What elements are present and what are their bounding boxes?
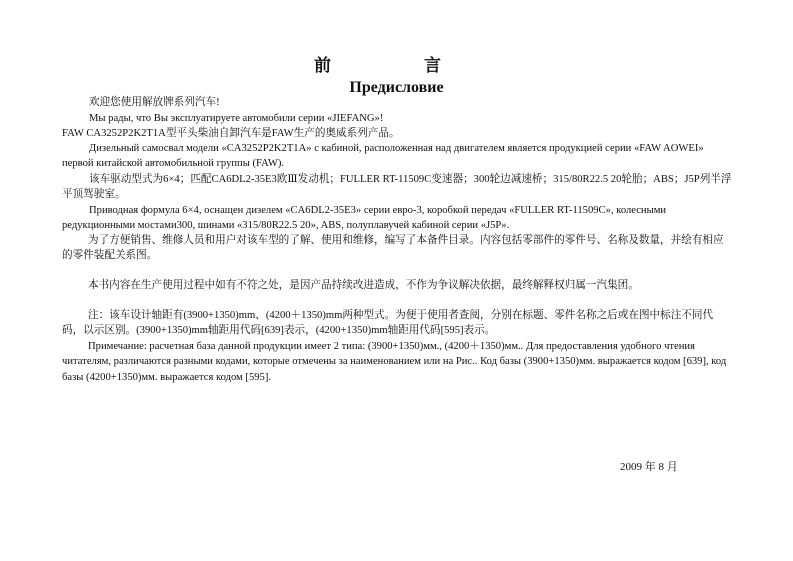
title-chinese: 前 言 xyxy=(314,56,479,76)
paragraph-welcome-cn: 欢迎您使用解放牌系列汽车! xyxy=(89,97,220,108)
paragraph-model-cn: FAW CA3252P2K2T1A型平头柴油自卸汽车是FAW生产的奥威系列产品。 xyxy=(62,128,400,139)
paragraph-disclaimer-cn: 本书内容在生产使用过程中如有不符之处，是因产品持续改进造成，不作为争议解决依据，最终解释权归属一汽集团。 xyxy=(88,280,639,291)
paragraph-config-cn: 该车驱动型式为6×4；匹配CA6DL2-35E3欧Ⅲ发动机；FULLER RT-11509C变速器；300轮边减速桥；315/80R22.5 20轮胎；ABS；J5P列半浮平顶驾驶室。 xyxy=(62,174,732,201)
paragraph-purpose-cn: 为了方便销售、维修人员和用户对该车型的了解、使用和维修，编写了本备件目录。内容包括零部件的零件号、名称及数量，并绘有相应的零件装配关系图。 xyxy=(62,235,724,262)
paragraph-welcome-ru: Мы рады, что Вы эксплуатируете автомобили серии «JIEFANG»! xyxy=(89,113,384,124)
paragraph-note-ru: Примечание: расчетная база данной продукции имеет 2 типа: (3900+1350)мм., (4200＋1350)мм.. Для предоставления удобного чтения читателям, различаются разными кодами, которые отмечены за наименованием или на Рис.. Код базы (3900+1350)мм. выражается кодом [639], код базы (4200+1350)мм. выражается кодом [595]. xyxy=(62,341,727,383)
paragraph-note-cn: 注：该车设计轴距有(3900+1350)mm、(4200＋1350)mm两种型式。为便于使用者查阅，分别在标题、零件名称之后或在图中标注不同代码，以示区别。(3900+1350)mm轴距用代码[639]表示，(4200+1350)mm轴距用代码[595]表示。 xyxy=(62,310,714,337)
date: 2009 年 8 月 xyxy=(620,461,678,473)
paragraph-model-ru: Дизельный самосвал модели «CA3252P2K2T1A» с кабиной, расположенная над двигателем является продукцией серии «FAW AOWEI» первой китайской автомобильной группы (FAW). xyxy=(62,143,704,170)
paragraph-config-ru: Приводная формула 6×4, оснащен дизелем «CA6DL2-35E3» серии евро-3, коробкой передач «FULLER RT-11509C», колесными редукционными мостами300, шинами «315/80R22.5 20», ABS, полуплавучей кабиной серии «J5P». xyxy=(62,205,667,232)
title-russian: Предисловие xyxy=(349,79,444,96)
